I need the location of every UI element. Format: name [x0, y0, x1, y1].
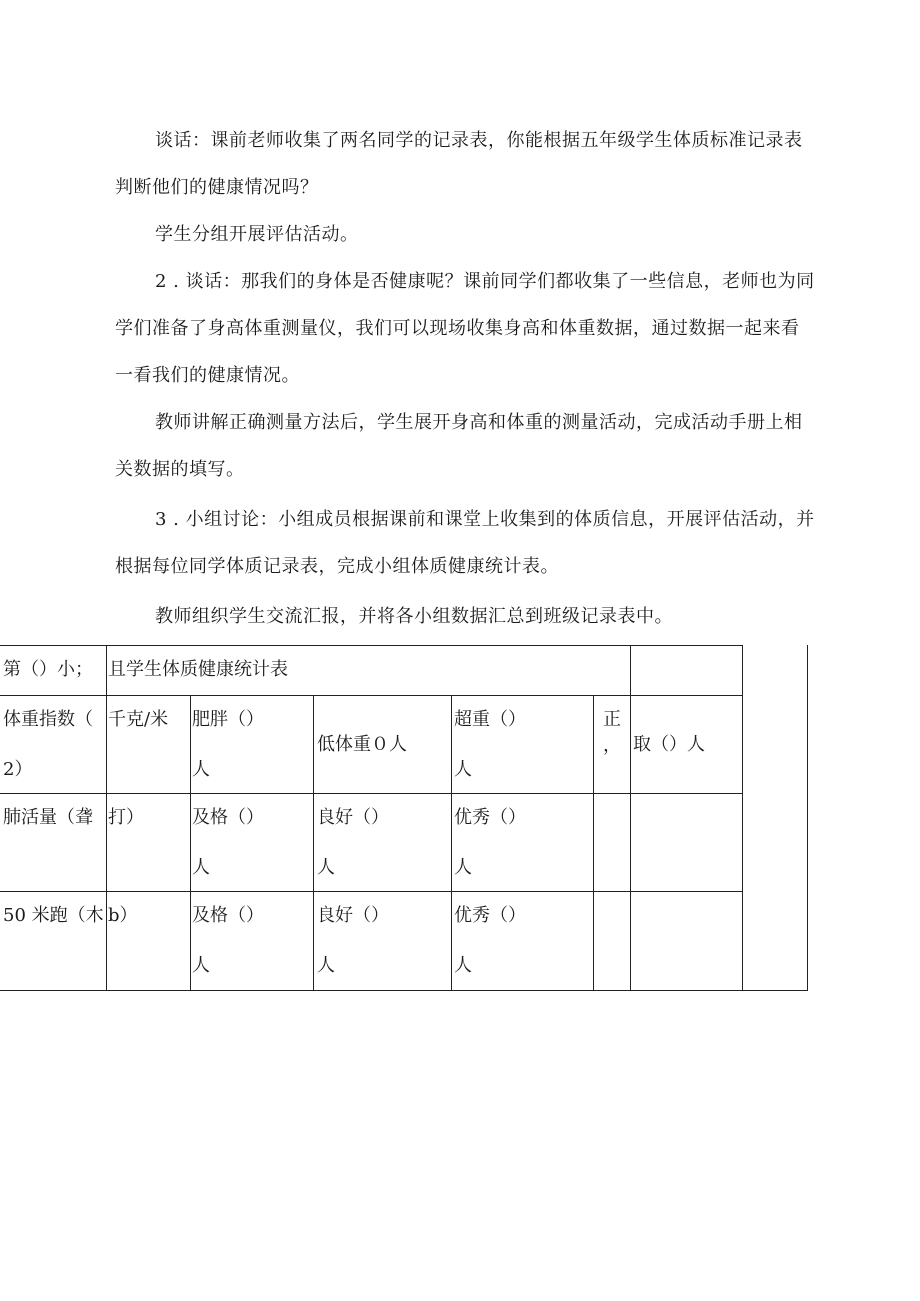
lung-excellent-line1: 优秀（）	[454, 807, 526, 828]
bmi-label-line1: 体重指数（	[3, 709, 93, 730]
table-outer-right-line	[807, 645, 808, 990]
sprint-good-line2: 人	[317, 955, 335, 976]
table-col-line-3	[313, 695, 314, 990]
paragraph-5: 3 . 小组讨论：小组成员根据课前和课堂上收集到的体质信息，开展评估活动，并根据每位同学体质记录表，完成小组体质健康统计表。	[115, 509, 815, 577]
lung-capacity-unit: 打）	[108, 807, 144, 828]
sprint-pass-line1: 及格（）	[192, 905, 264, 926]
paragraph-2: 学生分组开展评估活动。	[155, 224, 359, 245]
paragraph-1: 谈话：课前老师收集了两名同学的记录表，你能根据五年级学生体质标准记录表判断他们的健康情况吗？	[115, 130, 803, 198]
obese-count-line2: 人	[192, 759, 210, 780]
normal-label-line2: ，	[603, 735, 621, 756]
underweight-count: 低体重０人	[317, 734, 407, 755]
normal-label-line1: 正	[603, 709, 621, 730]
table-col-line-7	[742, 645, 743, 990]
sprint-excellent-line1: 优秀（）	[454, 905, 526, 926]
sprint-excellent-line2: 人	[454, 955, 472, 976]
paragraph-4: 教师讲解正确测量方法后，学生展开身高和体重的测量活动，完成活动手册上相关数据的填写。	[115, 412, 803, 480]
paragraph-6: 教师组织学生交流汇报，并将各小组数据汇总到班级记录表中。	[155, 606, 673, 627]
obese-count-line1: 肥胖（）	[192, 709, 264, 730]
bmi-unit: 千克/米	[108, 709, 169, 730]
bmi-label-line2: 2）	[3, 759, 33, 780]
table-col-line-5	[593, 695, 594, 990]
sprint-pass-line2: 人	[192, 955, 210, 976]
table-col-line-2	[190, 695, 191, 990]
overweight-count-line1: 超重（）	[454, 709, 526, 730]
lung-good-line1: 良好（）	[317, 807, 389, 828]
sprint-label: 50 米跑（木	[3, 905, 104, 926]
table-title-left: 第（）小；	[3, 659, 93, 680]
lung-good-line2: 人	[317, 857, 335, 878]
table-col-line-1	[106, 645, 107, 990]
table-col-line-6	[630, 645, 631, 990]
sprint-unit: b）	[108, 905, 138, 926]
table-rule-bottom	[0, 990, 808, 991]
normal-count: 取（）人	[633, 734, 705, 755]
overweight-count-line2: 人	[454, 759, 472, 780]
paragraph-3: 2 . 谈话：那我们的身体是否健康呢？课前同学们都收集了一些信息，老师也为同学们准备了身高体重测量仪，我们可以现场收集身高和体重数据，通过数据一起来看一看我们的健康情况。	[115, 271, 815, 386]
sprint-good-line1: 良好（）	[317, 905, 389, 926]
lung-pass-line2: 人	[192, 857, 210, 878]
table-title-right: 且学生体质健康统计表	[108, 659, 288, 680]
table-col-line-4	[451, 695, 452, 990]
lung-pass-line1: 及格（）	[192, 807, 264, 828]
lung-capacity-label: 肺活量（聋	[3, 807, 93, 828]
lung-excellent-line2: 人	[454, 857, 472, 878]
